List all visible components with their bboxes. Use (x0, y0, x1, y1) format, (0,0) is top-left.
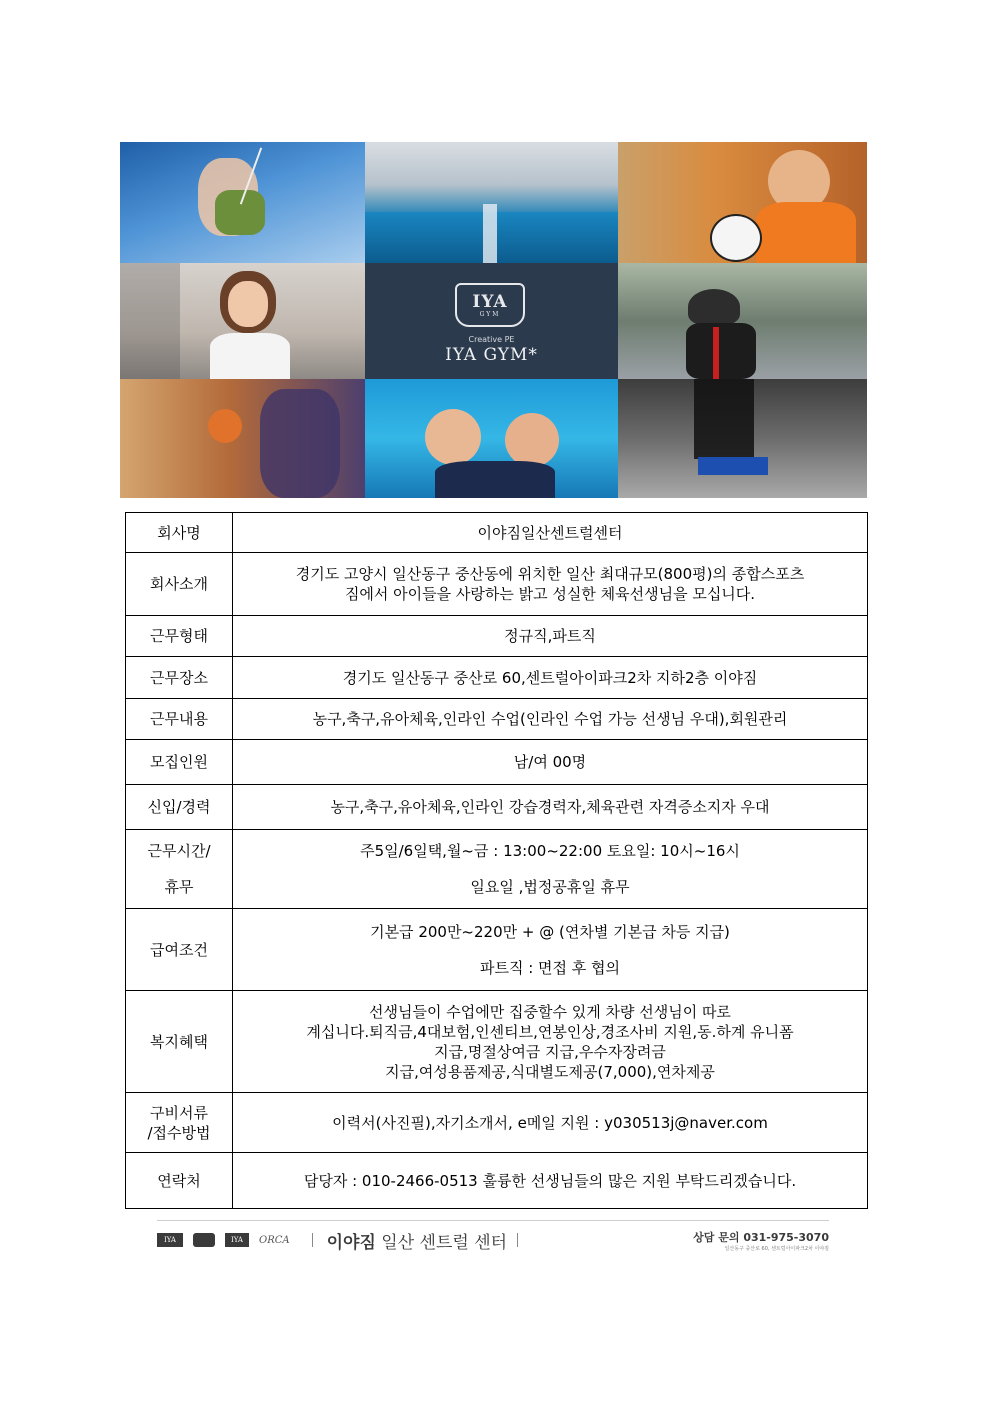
label-work-hours (126, 830, 233, 909)
label-company-name: 회사명 (126, 513, 233, 553)
row-work-hours (126, 830, 868, 909)
label-work-place: 근무장소 (126, 657, 233, 699)
photo-soccer-boy (618, 142, 867, 263)
footer-contact (693, 1229, 829, 1252)
logo-tagline: Creative PE (468, 335, 515, 344)
orca-logo: ORCA (259, 1234, 290, 1246)
label-work-hours-line: 휴무 (164, 878, 194, 896)
footer-address: 일산동구 중산로 60, 센트럴아이파크2차 이야짐 (724, 1245, 829, 1252)
iya-badge-icon: IYA (225, 1233, 249, 1247)
value-work-content: 농구,축구,유아체육,인라인 수업(인라인 수업 가능 선생님 우대),회원관리 (233, 699, 868, 740)
footer-title-center: 일산 센트럴 센터 (375, 1232, 508, 1253)
value-contact: 담당자 : 010-2466-0513 훌륭한 선생님들의 많은 지원 부탁드리겠습니다. (233, 1153, 868, 1209)
row-company-name (126, 513, 868, 553)
value-work-hours (233, 830, 868, 909)
logo-mark: IYA (472, 291, 508, 312)
row-work-content (126, 699, 868, 740)
value-documents: 이력서(사진필),자기소개서, e메일 지원 : y030513j@naver.com (233, 1093, 868, 1153)
row-intro (126, 553, 868, 616)
work-hours-line: 주5일/6일택,월~금 : 13:00~22:00 토요일: 10시~16시 (360, 842, 740, 860)
label-intro: 회사소개 (126, 553, 233, 616)
footer-bar (157, 1226, 829, 1254)
value-experience: 농구,축구,유아체육,인라인 강습경력자,체육관련 자격증소지자 우대 (233, 785, 868, 830)
label-documents (126, 1093, 233, 1153)
footer-separator (312, 1233, 313, 1247)
footer-title (327, 1228, 507, 1253)
value-benefits (233, 991, 868, 1093)
salary-line: 기본급 200만~220만 + @ (연차별 기본급 차등 지급) (370, 922, 730, 941)
row-recruit-count (126, 740, 868, 785)
value-work-type: 정규직,파트직 (233, 616, 868, 657)
label-work-content: 근무내용 (126, 699, 233, 740)
row-salary (126, 909, 868, 991)
photo-inline-skater (618, 263, 867, 379)
photo-swimming-girls (365, 379, 618, 498)
label-work-type: 근무형태 (126, 616, 233, 657)
label-work-hours-line: 근무시간/ (147, 842, 211, 860)
iya-book-icon: IYA (157, 1233, 183, 1247)
work-hours-line: 일요일 ,법정공휴일 휴무 (470, 878, 630, 896)
footer-divider (157, 1220, 829, 1221)
label-contact: 연락처 (126, 1153, 233, 1209)
value-company-name: 이야짐일산센트럴센터 (233, 513, 868, 553)
recruitment-table (125, 512, 868, 1209)
value-salary (233, 909, 868, 991)
intro-line: 경기도 고양시 일산동구 중산동에 위치한 일산 최대규모(800평)의 종합스포츠 (295, 565, 805, 583)
footer-separator (517, 1233, 518, 1247)
row-documents (126, 1093, 868, 1153)
row-work-place (126, 657, 868, 699)
label-recruit-count: 모집인원 (126, 740, 233, 785)
row-experience (126, 785, 868, 830)
photo-indoor-pool (365, 142, 618, 263)
label-experience: 신입/경력 (126, 785, 233, 830)
photo-bungee-girl (120, 142, 365, 263)
intro-line: 짐에서 아이들을 사랑하는 밝고 성실한 체육선생님을 모십니다. (344, 585, 756, 603)
label-salary: 급여조건 (126, 909, 233, 991)
photo-collage (120, 142, 867, 498)
salary-line: 파트직 : 면접 후 협의 (479, 958, 621, 977)
row-work-type (126, 616, 868, 657)
value-recruit-count: 남/여 00명 (233, 740, 868, 785)
label-benefits: 복지혜택 (126, 991, 233, 1093)
label-documents-line: 구비서류 (150, 1103, 208, 1122)
value-work-place: 경기도 일산동구 중산로 60,센트럴아이파크2차 지하2층 이야짐 (233, 657, 868, 699)
benefits-line: 선생님들이 수업에만 집중할수 있게 차량 선생님이 따로 (369, 1002, 731, 1021)
benefits-line: 계십니다.퇴직금,4대보험,인센티브,연봉인상,경조사비 지원,동.하계 유니폼 (306, 1022, 794, 1041)
photo-skating-cones (618, 379, 867, 498)
footer-phone: 상담 문의 031-975-3070 (693, 1230, 829, 1244)
logo-name: IYA GYM* (445, 345, 538, 365)
benefits-line: 지급,여성용품제공,식대별도제공(7,000),연차제공 (385, 1062, 715, 1081)
row-benefits (126, 991, 868, 1093)
photo-basketball-kids (120, 379, 365, 498)
emblem-icon (193, 1233, 215, 1247)
label-documents-line: /접수방법 (147, 1123, 211, 1142)
photo-jump-rope-girl (120, 263, 365, 379)
logo-sub: GYM (479, 310, 501, 318)
iya-gym-logo-icon (455, 283, 525, 327)
value-intro (233, 553, 868, 616)
footer-title-brand: 이야짐 (326, 1232, 376, 1253)
iya-gym-logo-panel (365, 263, 618, 379)
row-contact (126, 1153, 868, 1209)
benefits-line: 지급,명절상여금 지급,우수자장려금 (434, 1042, 666, 1061)
